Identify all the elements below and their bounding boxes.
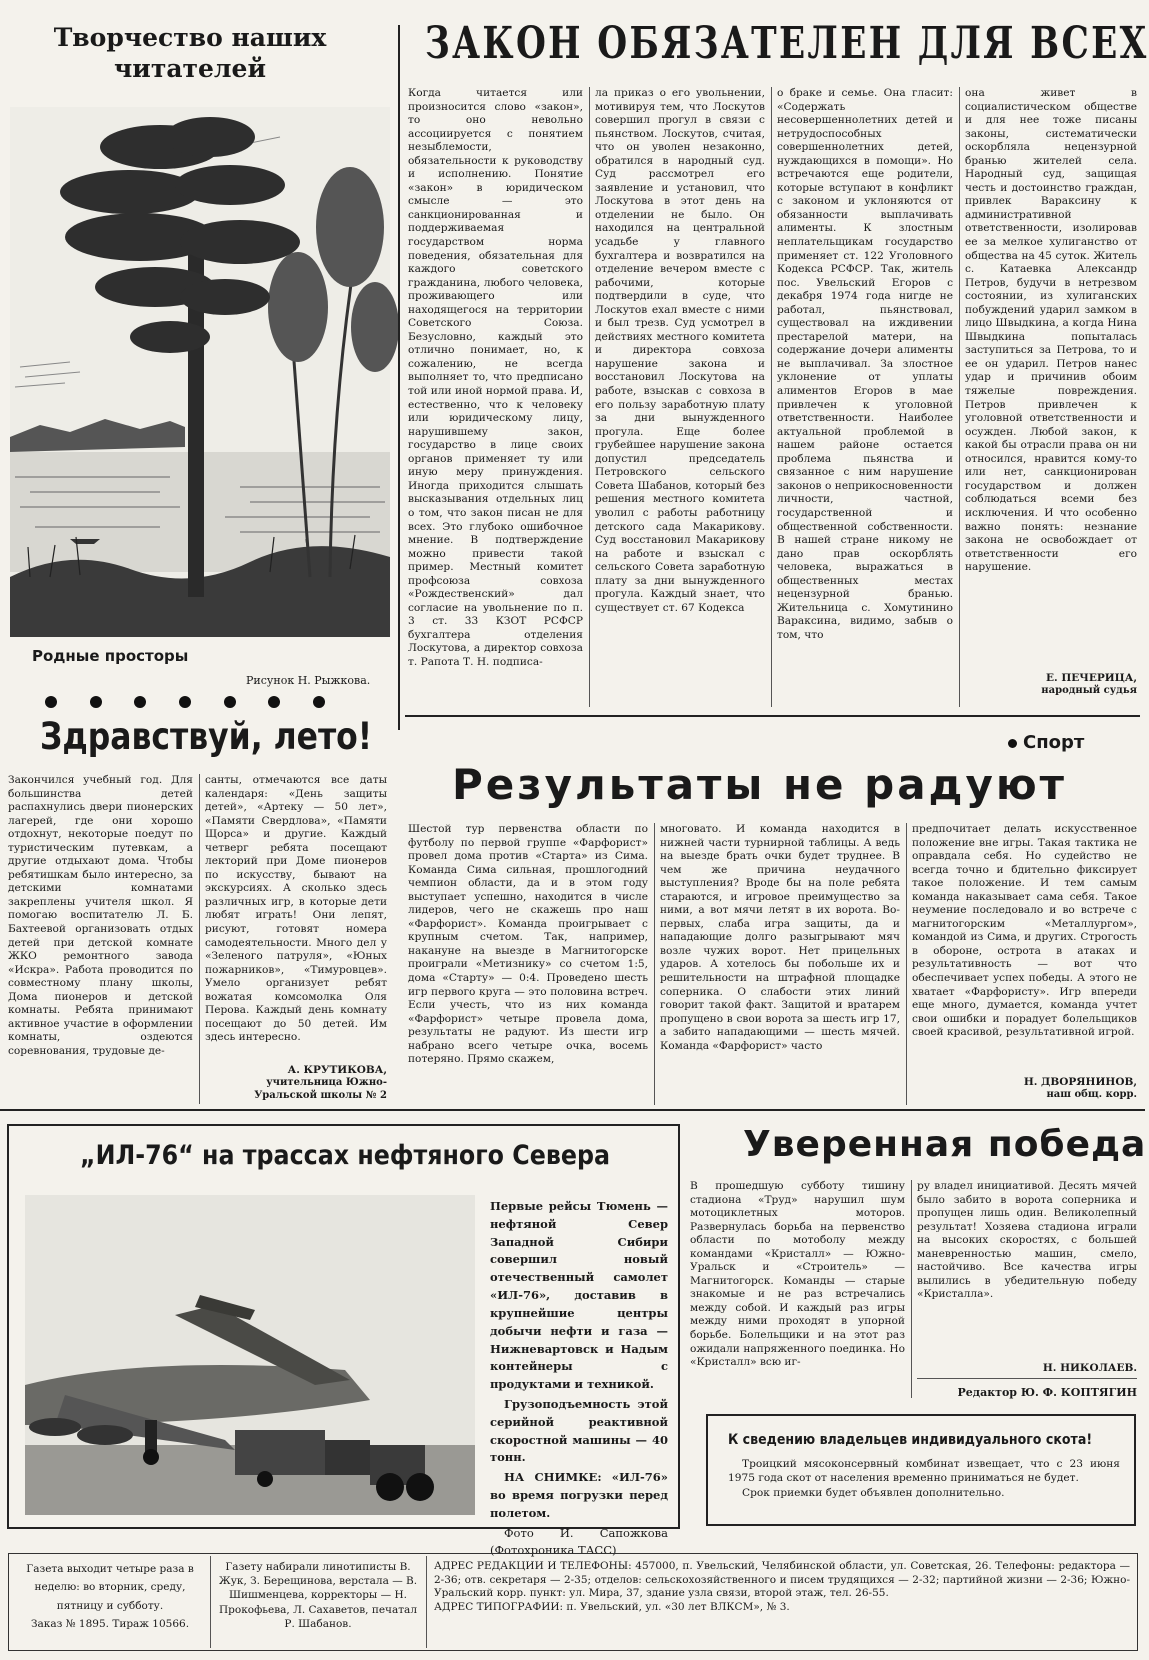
- law-col1: Когда читается или произносится слово «закон», то оно невольно ассоциируется с понятием незыблемости, обязательности к руководству и исполнению. Понятие «закон» в юридическом смысле — это санкционированная и поддерживаемая государством норма поведения, обязательная для каждого советского гражданина, любого человека, проживающего или находящегося на территории Советского Союза. Безусловно, каждый это отлично понимает, но, к сожалению, не всегда выполняет то, что предписано той или иной нормой права. И, естественно, что к человеку или юридическому лицу, нарушившему закон, государство в лице своих органов применяет ту или иную меру принуждения. Иногда приходится слышать высказывания отдельных лиц о том, что закон писан не для всех. Это глубоко ошибочное мнение. В подтверждение можно привести такой пример. Местный комитет профсоюза совхоза «Рождественский» дал согласие на увольнение по п. 3 ст. 33 КЗОТ РСФСР бухгалтера отделения Лоскутова, а директор совхоза т. Рапота Т. Н. подписа-: [408, 87, 583, 668]
- footer-typesetters: Газету набирали линотиписты В. Жук, З. Берещинова, верстала — В. Шишменцева, корректоры — Н. Прокофьева, Л. Сахаветов, печатал Р. Шабанов.: [218, 1561, 418, 1630]
- landscape-drawing: [10, 107, 390, 637]
- sport-author-role: наш общ. корр.: [1046, 1089, 1137, 1101]
- summer-col1: Закончился учебный год. Для большинства детей распахнулись двери пионерских лагерей, где они хорошо отдохнут, некоторые поедут по туристическим путевкам, а другие отдыхают дома. Чтобы ребятишкам было интересно, за детскими комнатами закреплены учителя школ. Я помогаю воспитателю Л. Б. Бахтеевой организовать отдых детей при детской комнате ЖКО ремонтного завода «Искра». Работа проводится по совместному плану школы, Дома пионеров и детской комнаты. Ребята принимают активное участие в оформлении комнаты, оздеются соревнования, трудовые де-: [8, 774, 193, 1057]
- footer-schedule: [20, 1560, 200, 1648]
- law-col3: о браке и семье. Она гласит: «Содержать несовершеннолетних детей и нетрудоспособных совершеннолетних детей, нуждающихся в помощи». Но встречаются еще родители, которые вступают в конфликт с законом и уклоняются от обязанности выплачивать алименты. К злостным неплательщикам государство применяет ст. 122 Уголовного Кодекса РСФСР. Так, житель пос. Увельский Егоров с декабря 1974 года нигде не работал, пьянствовал, существовал на иждивении престарелой матери, на содержание дочери алименты не выплачивал. За злостное уклонение от уплаты алиментов Егоров в мае привлечен к уголовной ответственности. Наиболее актуальной проблемой в нашем районе остается проблема пьянства и связанное с ним нарушение законов о неприкосновенности личности, частной, государственной и общественной собственности. В нашей стране никому не дано прав оскорблять человека, выражаться в общественных местах нецензурной бранью. Жительница с. Хомутинино Варакcина, видимо, забыв о том, что: [777, 87, 953, 641]
- sport-label: [1008, 732, 1084, 753]
- il76-photo-svg: [25, 1195, 475, 1515]
- sport-author-name: Н. ДВОРЯНИНОВ,: [1023, 1076, 1137, 1088]
- dots-divider: [45, 696, 325, 708]
- law-col4: она живет в социалистическом обществе и для нее тоже писаны законы, систематически оскорбляла нецензурной бранью жителей села. Народный суд, защищая честь и достоинство граждан, привлек Варакcину к административной ответственности, изолировав ее за мелкое хулиганство от общества на 45 суток. Житель с. Катаевка Александр Петров, будучи в нетрезвом состоянии, из хулиганских побуждений ударил замком в лицо Швыдкина, а когда Нина Швыдкина попыталась заступиться за Петрова, то и ее он ударил. Петров нанес удар и причинив обоим тяжелые повреждения. Петров привлечен к уголовной ответственности и осужден. Любой закон, к какой бы отрасли права он ни относился, нравится кому-то или нет, санкционирован государством и должен соблюдаться всеми без исключения. И что особенно важно понять: незнание закона не освобождает от ответственности его нарушение.: [965, 87, 1137, 574]
- il76-capacity: Грузоподъемность этой серийной реактивной скоростной машины — 40 тонн.: [490, 1396, 668, 1465]
- footer-print-address: АДРЕС ТИПОГРАФИИ: п. Увельский, ул. «30 лет ВЛКСМ», № 3.: [434, 1600, 790, 1613]
- bullet-icon: [1008, 739, 1017, 748]
- sport-author: [912, 1076, 1137, 1102]
- footer-address-text: АДРЕС РЕДАКЦИИ И ТЕЛЕФОНЫ: 457000, п. Увельский, Челябинской области, ул. Советская, 26. Телефоны: редактора — 2-36; отв. секретаря — 2-35; отделов: сельскохозяйственного и писем трудящихся — 2-32; партийной жизни — 2-36; Южно-Уральский корр. пункт: ул. Мира, 37, здание узла связи, второй этаж, тел. 26-55.: [434, 1560, 1130, 1600]
- sport-col2: многовато. И команда находится в нижней части турнирной таблицы. А ведь на выезде брать очки будет труднее. В чем же причина неудачного выступления? Вроде бы на поле ребята стараются, и игровое преимущество за ними, а вот мячи летят в их ворота. Во-первых, слаба игра защиты, да и нападающие долго разыгрывают мяч возле чужих ворот. Нет прицельных ударов. А хотелось бы побольше их и решительности на штрафной площадке соперника. О слабости этих линий говорит такой факт. Защитой и вратарем пропущено в свои ворота за шесть игр 17, а забито нападающими — шесть мячей. Команда «Фарфорист» часто: [660, 823, 900, 1052]
- main-bottom-rule: [405, 715, 1140, 717]
- sport-col1: Шестой тур первенства области по футболу по первой группе «Фарфорист» провел дома против «Старта» из Сима. Команда Сима сильная, прошлогодний чемпион области, да и в этом году выступает успешно, находится в числе лидеров, чего не скажешь про наш «Фарфорист». Команда проигрывает с крупным счетом. Так, например, накануне на выезде в Магнитогорске проиграли «Метизнику» со счетом 1:5, дома «Старту» — 0:4. Проведено шесть игр первого круга — это половина встреч. Если учесть, что из них команда «Фарфорист» четыре провела дома, результаты не радуют. Из шести игр набрано всего четыре очка, восемь потеряно. Прямо скажем,: [408, 823, 648, 1066]
- il76-photo-caption: НА СНИМКЕ: «ИЛ-76» во время погрузки перед полетом.: [490, 1470, 668, 1520]
- sport-title: Результаты не радуют: [452, 760, 1068, 809]
- summer-title: Здравствуй, лето!: [40, 715, 373, 758]
- readers-title-line1: Творчество наших: [53, 23, 327, 52]
- landscape-drawing-svg: [10, 107, 390, 637]
- law-col2: ла приказ о его увольнении, мотивируя тем, что Лоскутов совершил прогул в связи с пьянством. Лоскутов, считая, что он уволен незаконно, обратился в народный суд. Суд рассмотрел его заявление и установил, что Лоскутова в этот день на отделении не было. Он находился на центральной усадьбе у главного бухгалтера и возвратился на отделение вечером вместе с рабочими, которые подтвердили в суде, что Лоскутов ехал вместе с ними и был трезв. Суд усмотрел в действиях местного комитета и директора совхоза нарушение закона и восстановил Лоскутова на работе, взыскав с совхоза в его пользу заработную плату за дни вынужденного прогула. Еще более грубейшее нарушение закона допустил председатель Петровского сельского Совета Шабанов, который без решения местного комитета уволил с работы работницу детского сада Макарикову. Суд восстановил Макарикову на работе и взыскал с сельского Совета заработную плату за дни вынужденного прогула. Каждый знает, что существует ст. 67 Кодекса: [595, 87, 765, 614]
- summer-author: [205, 1064, 387, 1102]
- drawing-credit: Рисунок Н. Рыжкова.: [246, 674, 371, 687]
- summer-author-role: учительница Южно-Уральской школы № 2: [254, 1077, 387, 1101]
- footer-order: Заказ № 1895. Тираж 10566.: [30, 1618, 190, 1631]
- victory-col2: ру владел инициативой. Десять мячей было забито в ворота соперника и пропущен лишь один. Великолепный результат! Хозяева стадиона играли на высоких скоростях, с большей маневренностью машин, смело, настойчиво. Все качества игры вылились в убедительную победу «Кристалла».: [917, 1180, 1137, 1301]
- middle-rule: [0, 1109, 1145, 1111]
- drawing-caption: Родные просторы: [32, 647, 189, 665]
- il76-photo-credit: Фото И. Сапожкова (Фотохроника ТАСС): [490, 1525, 668, 1558]
- notice-text-main: Троицкий мясоконсервный комбинат извещает, что с 23 июня 1975 года скот от населения временно приниматься не будет.: [728, 1458, 1120, 1484]
- footer-schedule-text: Газета выходит четыре раза в неделю: во вторник, среду, пятницу и субботу.: [26, 1563, 194, 1612]
- notice-text: [728, 1458, 1120, 1520]
- readers-heading: [40, 22, 340, 85]
- sport-label-text: Спорт: [1023, 732, 1085, 753]
- law-author-role: народный судья: [1041, 685, 1137, 697]
- readers-title-line2: читателей: [113, 54, 266, 84]
- victory-author: Н. НИКОЛАЕВ.: [1042, 1362, 1137, 1374]
- il76-photo: [25, 1195, 475, 1515]
- victory-title: Уверенная победа: [743, 1124, 1147, 1165]
- il76-text-main: Первые рейсы Тюмень — нефтяной Север Западной Сибири совершил новый отечественный самолет «ИЛ-76», доставив в крупнейшие центры добычи нефти и газа — Нижневартовск и Надым контейнеры с продуктами и техникой.: [490, 1199, 668, 1392]
- sport-col3: предпочитает делать искусственное положение вне игры. Такая тактика не оправдала себя. Но судейство не всегда точно и бдительно фиксирует такое положение. И тем самым команда наказывает сама себя. Такое неумение последовало и во встрече с магнитогорским «Металлургом», командой из Сима, и других. Строгость в обороне, острота в атаках и результативность — вот что обеспечивает успех победы. А этого не хватает «Фарфористу». Игр впереди еще много, думается, команда учтет свои ошибки и порадует болельщиков своей красивой, результативной игрой.: [912, 823, 1137, 1039]
- victory-col1: В прошедшую субботу тишину стадиона «Труд» нарушил шум мотоциклетных моторов. Развернулась борьба на первенство области по мотоболу между командами «Кристалл» — Южно-Уральск и «Строитель» — Магнитогорск. Команды — старые знакомые и не раз встречались между собой. И каждый раз игры между ними проходят в упорной борьбе. Болельщики и на этот раз ожидали напряженного поединка. Но «Кристалл» всю иг-: [690, 1180, 905, 1369]
- notice-title: К сведению владельцев индивидуального скота!: [728, 1432, 1093, 1448]
- main-article-title: ЗАКОН ОБЯЗАТЕЛЕН ДЛЯ ВСЕХ: [425, 18, 1149, 69]
- editor-line: Редактор Ю. Ф. КОПТЯГИН: [957, 1386, 1137, 1399]
- summer-author-name: А. КРУТИКОВА,: [287, 1064, 387, 1076]
- il76-text: [490, 1198, 668, 1558]
- notice-text-second: Срок приемки будет объявлен дополнительно.: [742, 1487, 1005, 1500]
- il76-title: „ИЛ-76“ на трассах нефтяного Севера: [80, 1140, 611, 1171]
- law-author: [965, 672, 1137, 698]
- law-author-name: Е. ПЕЧЕРИЦА,: [1046, 672, 1137, 684]
- footer-address: [434, 1560, 1130, 1646]
- left-column-rule: [398, 25, 400, 730]
- summer-col2: санты, отмечаются все даты календаря: «День защиты детей», «Артеку — 50 лет», «Памяти Свердлова», «Памяти Щорса» и другие. Каждый четверг ребята посещают лекторий при Доме пионеров по искусству, бывают на экскурсиях. А сколько здесь различных игр, в которые дети любят играть! Они лепят, рисуют, готовят номера самодеятельности. Много дел у «Зеленого патруля», «Юных пожарников», «Тимуровцев». Умело организует ребят вожатая комсомолка Оля Перова. Каждый день комнату посещают до 50 детей. Им здесь интересно.: [205, 774, 387, 1044]
